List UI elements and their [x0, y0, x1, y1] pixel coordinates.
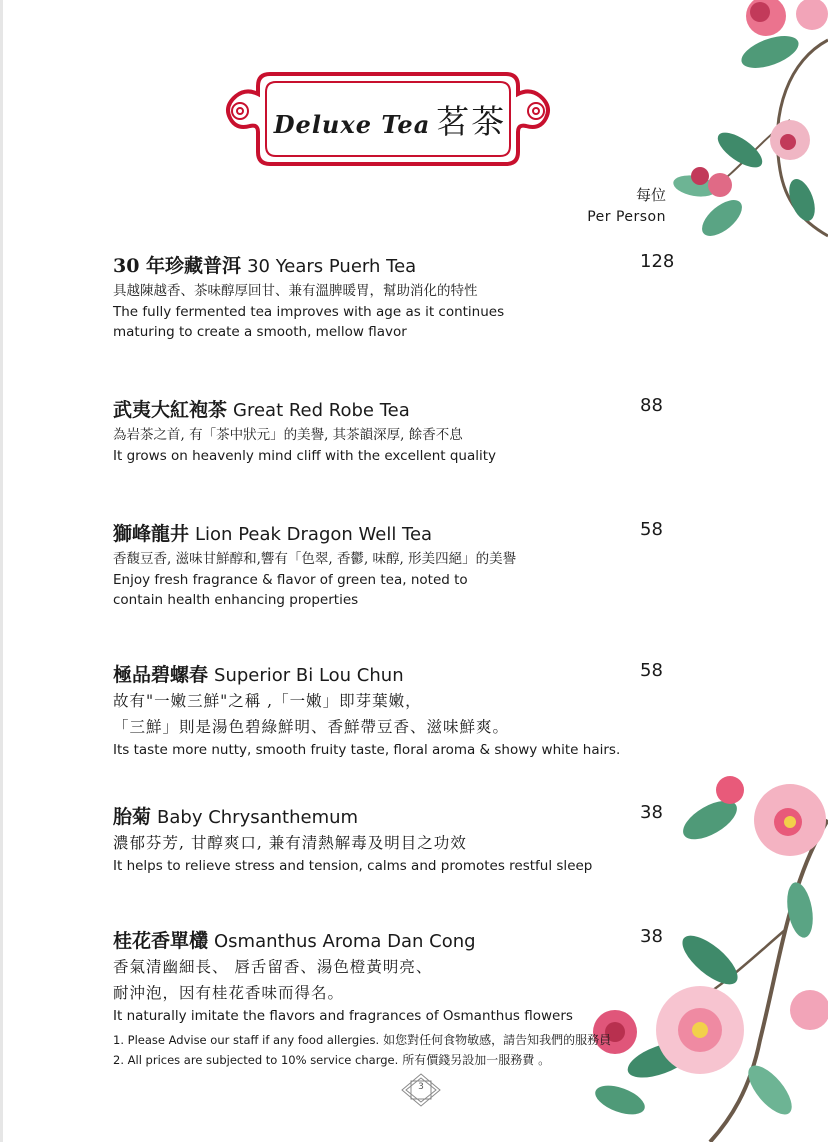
menu-item-dragon-well [113, 519, 673, 610]
per-person-label-en: Per Person [587, 209, 666, 225]
item-title [113, 519, 673, 547]
item-desc-zh: 故有"一嫩三鮮"之稱 ,「一嫩」即芽葉嫩， [113, 692, 422, 710]
footnote-en: 1. Please Advise our staff if any food allergies. [113, 1033, 380, 1047]
item-price: 58 [640, 519, 663, 540]
item-desc-en: Its taste more nutty, smooth fruity taste, floral aroma & showy white hairs. [113, 742, 621, 758]
item-desc-en: It naturally imitate the flavors and fragrances of Osmanthus flowers [113, 1008, 573, 1024]
camellia-decoration-top [640, 0, 828, 240]
menu-item-bi-lou-chun [113, 660, 673, 760]
footnote-allergy [113, 1030, 673, 1050]
item-price: 38 [640, 802, 663, 823]
item-name-zh: 胎菊 [113, 806, 152, 828]
item-desc-zh: 濃郁芬芳, 甘醇爽口, 兼有清熱解毒及明目之功效 [113, 834, 467, 852]
item-desc-zh: 香馥豆香, 滋味甘鮮醇和,響有「色翠, 香鬱, 味醇, 形美四絕」的美譽 [113, 551, 517, 567]
item-name-zh: 獅峰龍井 [113, 523, 190, 545]
item-desc-en: maturing to create a smooth, mellow flavor [113, 324, 407, 340]
footnote-en: 2. All prices are subjected to 10% service charge. [113, 1053, 399, 1067]
item-desc-zh: 香氣清幽細長、 唇舌留香、湯色橙黃明亮、 [113, 958, 433, 976]
footnote-zh: 所有價錢另設加一服務費 。 [402, 1053, 551, 1067]
item-name-zh: 30 年珍藏普洱 [113, 255, 242, 277]
item-desc-en: It grows on heavenly mind cliff with the excellent quality [113, 448, 497, 464]
item-price: 38 [640, 926, 663, 947]
item-name-zh: 桂花香單欉 [113, 930, 209, 952]
menu-item-osmanthus [113, 926, 673, 1026]
title-chinese: 茗茶 [436, 102, 507, 141]
item-price: 128 [640, 251, 675, 272]
item-desc-en: contain health enhancing properties [113, 592, 359, 608]
item-desc-zh: 「三鮮」則是湯色碧綠鮮明、香鮮帶豆香、滋味鮮爽。 [113, 718, 510, 736]
item-title [113, 926, 673, 954]
item-desc-en: Enjoy fresh fragrance & flavor of green tea, noted to [113, 572, 468, 588]
footnotes [113, 1030, 673, 1070]
menu-item-puerh [113, 251, 673, 342]
item-price: 58 [640, 660, 663, 681]
item-name-en: Great Red Robe Tea [233, 400, 410, 421]
item-name-en: Superior Bi Lou Chun [214, 665, 404, 686]
item-desc-en: It helps to relieve stress and tension, calms and promotes restful sleep [113, 858, 593, 874]
page-title [250, 96, 530, 143]
item-name-zh: 武夷大紅袍茶 [113, 399, 228, 421]
item-name-en: Lion Peak Dragon Well Tea [195, 524, 433, 545]
item-desc-en: The fully fermented tea improves with age as it continues [113, 304, 505, 320]
menu-item-baby-chrysanthemum [113, 802, 673, 876]
item-title [113, 802, 673, 830]
page-edge [0, 0, 3, 1142]
item-title [113, 660, 673, 688]
item-name-en: Baby Chrysanthemum [157, 807, 359, 828]
footnote-zh: 如您對任何食物敏感，請告知我們的服務員 [383, 1033, 612, 1047]
item-desc-zh: 具越陳越香、茶味醇厚回甘、兼有溫脾暖胃，幫助消化的特性 [113, 283, 478, 299]
page-number: 3 [418, 1082, 424, 1092]
item-title [113, 251, 673, 279]
per-person-label-zh: 每位 [635, 186, 666, 204]
item-price: 88 [640, 395, 663, 416]
item-name-en: Osmanthus Aroma Dan Cong [214, 931, 476, 952]
item-title [113, 395, 673, 423]
menu-item-great-red-robe [113, 395, 673, 466]
item-desc-zh: 耐沖泡，因有桂花香味而得名。 [113, 984, 345, 1002]
title-english: Deluxe Tea [273, 110, 431, 139]
footnote-service-charge [113, 1050, 673, 1070]
item-name-zh: 極品碧螺春 [113, 664, 209, 686]
item-name-en: 30 Years Puerh Tea [247, 256, 417, 277]
item-desc-zh: 為岩茶之首, 有「茶中狀元」的美譽, 其茶韻深厚, 餘香不息 [113, 427, 463, 443]
